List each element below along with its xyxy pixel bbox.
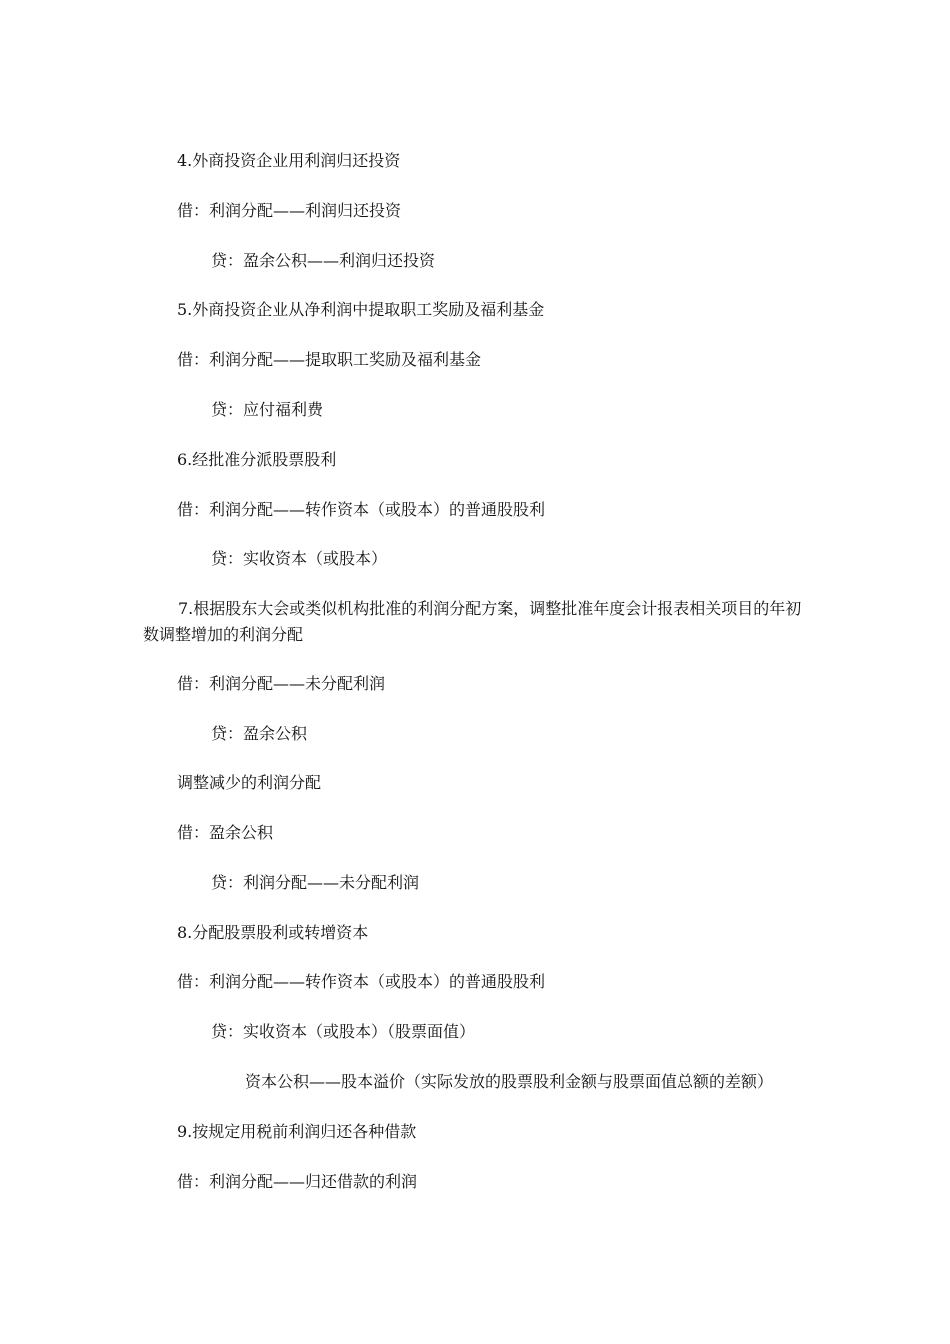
section-heading-9: 9.按规定用税前利润归还各种借款 bbox=[177, 1122, 417, 1141]
credit-entry: 贷：利润分配——未分配利润 bbox=[211, 873, 420, 892]
debit-entry: 借：利润分配——归还借款的利润 bbox=[177, 1172, 418, 1191]
section-heading-4: 4.外商投资企业用利润归还投资 bbox=[177, 151, 401, 170]
debit-entry: 借：利润分配——转作资本（或股本）的普通股股利 bbox=[177, 972, 546, 991]
credit-entry: 贷：应付福利费 bbox=[211, 400, 324, 419]
credit-entry-continuation: 资本公积——股本溢价（实际发放的股票股利金额与股票面值总额的差额） bbox=[245, 1072, 774, 1091]
credit-entry: 贷：实收资本（或股本） bbox=[211, 549, 388, 568]
debit-entry: 借：利润分配——未分配利润 bbox=[177, 674, 386, 693]
debit-entry: 借：利润分配——利润归还投资 bbox=[177, 201, 402, 220]
credit-entry: 贷：实收资本（或股本）（股票面值） bbox=[211, 1022, 476, 1041]
debit-entry: 借：盈余公积 bbox=[177, 823, 274, 842]
sub-heading: 调整减少的利润分配 bbox=[177, 773, 322, 792]
section-heading-6: 6.经批准分派股票股利 bbox=[177, 450, 337, 469]
section-heading-8: 8.分配股票股利或转增资本 bbox=[177, 923, 369, 942]
debit-entry: 借：利润分配——转作资本（或股本）的普通股股利 bbox=[177, 500, 546, 519]
credit-entry: 贷：盈余公积——利润归还投资 bbox=[211, 251, 436, 270]
section-heading-5: 5.外商投资企业从净利润中提取职工奖励及福利基金 bbox=[177, 300, 545, 319]
section-heading-7: 7.根据股东大会或类似机构批准的利润分配方案，调整批准年度会计报表相关项目的年初数调整增加的利润分配 bbox=[143, 599, 802, 644]
credit-entry: 贷：盈余公积 bbox=[211, 724, 308, 743]
debit-entry: 借：利润分配——提取职工奖励及福利基金 bbox=[177, 350, 482, 369]
